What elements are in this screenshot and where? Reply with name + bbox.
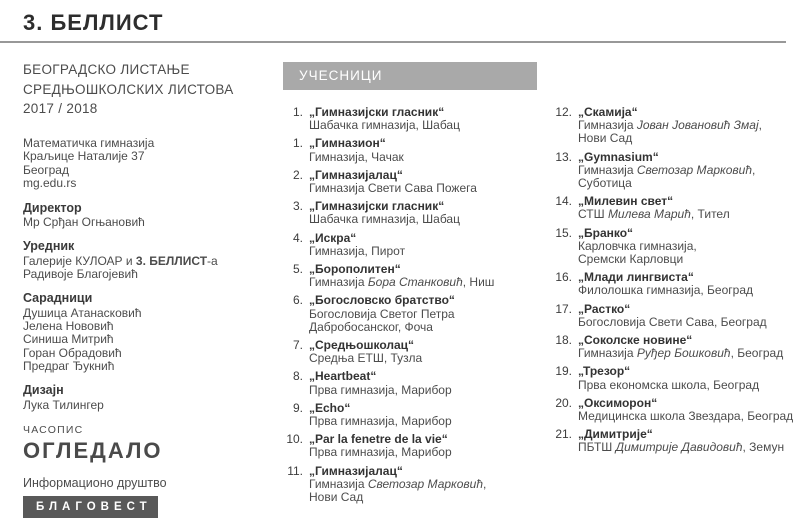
participant-school <box>309 491 486 504</box>
participant-entry <box>552 106 798 146</box>
participant-title: „Гимназион“ <box>309 136 386 151</box>
text-segment: Дабробосанског, Фоча <box>309 319 433 334</box>
participant-number: 14. <box>555 194 572 209</box>
participants-column-1 <box>283 62 537 509</box>
credits-section <box>23 292 271 373</box>
participant-body <box>578 365 759 391</box>
participant-title: „Бранко“ <box>578 225 634 240</box>
participant-body <box>578 303 767 329</box>
text-segment: Нови Сад <box>578 131 633 146</box>
text-segment: Прва економска школа, Београд <box>578 377 760 392</box>
participant-entry <box>283 402 537 428</box>
text-segment: -а <box>207 253 218 268</box>
participant-title: „Гимназијски гласник“ <box>309 199 445 214</box>
participant-entry <box>283 433 537 459</box>
participant-body <box>309 294 455 334</box>
participant-school <box>309 415 452 428</box>
text-segment: Јован Јовановић Змај <box>636 118 759 133</box>
participant-body <box>578 271 753 297</box>
participant-school <box>578 208 730 221</box>
text-segment: Гимназија <box>578 118 637 133</box>
participant-body <box>309 370 452 396</box>
participant-number: 3. <box>292 199 303 214</box>
participant-entry <box>283 294 537 334</box>
participant-title: „Скамија“ <box>578 105 638 119</box>
credits-line <box>23 347 271 360</box>
credits-line <box>23 216 271 229</box>
participants-list-1 <box>283 106 537 504</box>
text-segment: Шабачка гимназија, Шабац <box>309 212 460 227</box>
text-segment: Карловчка гимназија, <box>578 238 697 253</box>
participant-number: 21. <box>555 427 572 442</box>
text-segment: , <box>752 162 756 177</box>
participant-title: „Echo“ <box>309 400 351 415</box>
participant-entry <box>283 232 537 258</box>
participant-entry <box>552 303 798 329</box>
event-title-line: 2017 / 2018 <box>23 101 98 116</box>
participant-entry <box>283 370 537 396</box>
publisher-label: Информационо друштво <box>23 476 167 490</box>
website-url: mg.edu.rs <box>23 176 77 190</box>
credits-section <box>23 384 271 412</box>
text-segment: Радивоје Благојевић <box>23 267 138 282</box>
credits-section <box>23 240 271 281</box>
participant-number: 2. <box>292 167 303 182</box>
text-segment: Шабачка гимназија, Шабац <box>309 118 460 133</box>
participants-column-2 <box>552 106 798 460</box>
credits-line <box>23 360 271 373</box>
text-segment: Милева Марић <box>607 207 691 222</box>
participant-school <box>309 384 452 397</box>
text-segment: Светозар Марковић <box>636 162 752 177</box>
participant-number: 19. <box>555 364 572 379</box>
participant-school <box>309 182 477 195</box>
text-segment: Бора Станковић <box>367 275 463 290</box>
participant-entry <box>283 169 537 195</box>
text-segment: Душица Атанасковић <box>23 305 142 320</box>
credits-sections <box>23 202 271 413</box>
publisher-logo <box>23 496 158 518</box>
text-segment: Гимназија Свети Сава Пожега <box>309 181 477 196</box>
participant-title: „Гимназијски гласник“ <box>309 105 445 119</box>
participant-number: 10. <box>286 432 303 447</box>
text-segment: Гимназија <box>578 346 637 361</box>
participant-title: „Борополитен“ <box>309 262 401 277</box>
text-segment: Сремски Карловци <box>578 252 684 267</box>
participant-title: „Милевин свет“ <box>578 194 674 209</box>
text-segment: ПБТШ <box>578 440 616 455</box>
text-segment: Гимназија <box>309 476 368 491</box>
participant-body <box>309 137 404 163</box>
participant-body <box>578 334 783 360</box>
participant-title: „Богословско братство“ <box>309 293 455 308</box>
text-segment: , <box>483 476 487 491</box>
address-line: Краљице Наталије 37 <box>23 149 145 163</box>
participant-title: „Оксиморон“ <box>578 395 658 410</box>
text-segment: Нови Сад <box>309 490 364 505</box>
participant-number: 15. <box>555 225 572 240</box>
text-segment: , Београд <box>730 346 784 361</box>
participant-body <box>578 106 762 146</box>
participant-body <box>309 200 460 226</box>
participant-body <box>309 339 422 365</box>
credits-heading: Дизајн <box>23 383 64 398</box>
participant-entry <box>283 137 537 163</box>
text-segment: Димитрије Давидовић <box>615 440 743 455</box>
participant-entry <box>552 365 798 391</box>
participant-entry <box>552 271 798 297</box>
text-segment: Богословија Светог Петра <box>309 306 455 321</box>
participants-header: УЧЕСНИЦИ <box>283 62 537 90</box>
participant-body <box>578 227 697 267</box>
participant-number: 13. <box>555 149 572 164</box>
page-title: 3. БЕЛЛИСТ <box>23 10 164 35</box>
text-segment: Богословија Свети Сава, Београд <box>578 314 767 329</box>
participant-number: 11. <box>287 463 303 478</box>
participant-number: 20. <box>555 395 572 410</box>
text-segment: Средња ЕТШ, Тузла <box>309 351 423 366</box>
magazine-label: ЧАСОПИС <box>23 424 84 436</box>
credits-line <box>23 333 271 346</box>
participant-body <box>309 232 405 258</box>
text-segment: Медицинска школа Звездара, Београд <box>578 409 794 424</box>
participant-school <box>309 352 422 365</box>
participant-entry <box>552 397 798 423</box>
participant-title: „Гимназијалац“ <box>309 167 403 182</box>
participant-school <box>578 253 697 266</box>
participant-number: 7. <box>292 338 303 353</box>
participant-title: „Трезор“ <box>578 364 631 379</box>
text-segment: Филолошка гимназија, Београд <box>578 283 753 298</box>
text-segment: Прва гимназија, Марибор <box>309 445 452 460</box>
credits-section <box>23 202 271 230</box>
participant-body <box>309 106 460 132</box>
text-segment: , <box>758 118 762 133</box>
participant-title: „Растко“ <box>578 301 631 316</box>
address-line: Математичка гимназија <box>23 135 155 150</box>
participant-entry <box>283 263 537 289</box>
participant-body <box>309 402 452 428</box>
credits-heading: Директор <box>23 200 82 215</box>
text-segment: , Тител <box>690 207 730 222</box>
participant-title: „Par la fenetre de la vie“ <box>309 432 448 447</box>
participant-entry <box>552 227 798 267</box>
participant-school <box>578 410 793 423</box>
left-column <box>23 60 271 412</box>
participant-title: „Heartbeat“ <box>309 369 377 384</box>
participant-school <box>309 276 494 289</box>
participant-body <box>309 465 486 505</box>
participant-body <box>578 195 730 221</box>
participant-entry <box>552 428 798 454</box>
text-segment: Прва гимназија, Марибор <box>309 382 452 397</box>
participant-school <box>578 132 762 145</box>
event-title-line: БЕОГРАДСКО ЛИСТАЊЕ <box>23 62 190 77</box>
participant-school <box>309 245 405 258</box>
participant-number: 17. <box>555 301 572 316</box>
text-segment: Синиша Митрић <box>23 332 114 347</box>
participant-school <box>578 316 767 329</box>
participant-entry <box>552 334 798 360</box>
participant-number: 1. <box>292 105 303 119</box>
credits-heading: Уредник <box>23 239 75 254</box>
participant-number: 8. <box>292 369 303 384</box>
participant-number: 4. <box>292 230 303 245</box>
text-segment: Јелена Нововић <box>23 319 114 334</box>
text-segment: Светозар Марковић <box>367 476 483 491</box>
participants-list-2 <box>552 106 798 455</box>
credits-line <box>23 399 271 412</box>
magazine-block <box>23 424 271 518</box>
participant-number: 16. <box>555 270 572 285</box>
publisher-name: БЛАГОВЕСТ <box>36 501 152 513</box>
participant-body <box>309 169 477 195</box>
participant-school <box>578 177 755 190</box>
participant-title: „Гимназијалац“ <box>309 463 403 478</box>
credits-line <box>23 320 271 333</box>
credits-heading: Сарадници <box>23 291 93 306</box>
address-line: Београд <box>23 162 69 177</box>
participant-entry <box>552 151 798 191</box>
participant-number: 1. <box>292 136 303 151</box>
text-segment: 3. БЕЛЛИСТ <box>135 253 208 268</box>
text-segment: Гимназија <box>578 162 637 177</box>
participant-body <box>309 433 452 459</box>
participant-number: 5. <box>292 262 303 277</box>
participant-body <box>578 428 784 454</box>
participant-entry <box>283 200 537 226</box>
participant-entry <box>283 339 537 365</box>
participant-school <box>578 379 759 392</box>
participant-number: 6. <box>292 293 303 308</box>
text-segment: Руђер Бошковић <box>636 346 731 361</box>
participant-body <box>578 151 755 191</box>
participant-entry <box>283 465 537 505</box>
participant-title: „Gymnasium“ <box>578 149 659 164</box>
participant-school <box>309 119 460 132</box>
credits-line <box>23 255 271 268</box>
participant-entry <box>283 106 537 132</box>
text-segment: Суботица <box>578 176 632 191</box>
text-segment: СТШ <box>578 207 608 222</box>
text-segment: Мр Срђан Огњановић <box>23 215 145 229</box>
text-segment: , Земун <box>742 440 785 455</box>
participant-body <box>578 397 793 423</box>
credits-line <box>23 307 271 320</box>
participant-school <box>578 284 753 297</box>
participant-title: „Соколске новине“ <box>578 333 693 348</box>
participant-school <box>309 213 460 226</box>
text-segment: , Ниш <box>462 275 495 290</box>
participant-number: 18. <box>555 333 572 348</box>
participant-title: „Средњошколац“ <box>309 338 415 353</box>
text-segment: Прва гимназија, Марибор <box>309 414 452 429</box>
participant-school <box>578 347 783 360</box>
text-segment: Предраг Ђукнић <box>23 359 115 374</box>
credits-line <box>23 268 271 281</box>
participant-school <box>309 446 452 459</box>
participant-entry <box>552 195 798 221</box>
participant-school <box>578 441 784 454</box>
event-title <box>23 60 271 119</box>
participant-school <box>309 321 455 334</box>
address-block <box>23 137 271 191</box>
header-divider <box>0 41 786 43</box>
text-segment: Горан Обрадовић <box>23 345 122 360</box>
participant-number: 9. <box>292 400 303 415</box>
text-segment: Галерије КУЛОАР и <box>23 253 136 268</box>
participant-title: „Искра“ <box>309 230 357 245</box>
participant-school <box>309 151 404 164</box>
participant-number: 12. <box>555 105 572 119</box>
participant-title: „Млади лингвиста“ <box>578 270 694 285</box>
text-segment: Гимназија, Пирот <box>309 243 406 258</box>
text-segment: Лука Тилингер <box>23 397 104 412</box>
event-title-line: СРЕДЊОШКОЛСКИХ ЛИСТОВА <box>23 81 234 97</box>
participant-title: „Димитрије“ <box>578 427 653 442</box>
magazine-name: ОГЛЕДАЛО <box>23 438 163 463</box>
text-segment: Гимназија <box>309 275 368 290</box>
participant-body <box>309 263 494 289</box>
text-segment: Гимназија, Чачак <box>309 149 404 164</box>
